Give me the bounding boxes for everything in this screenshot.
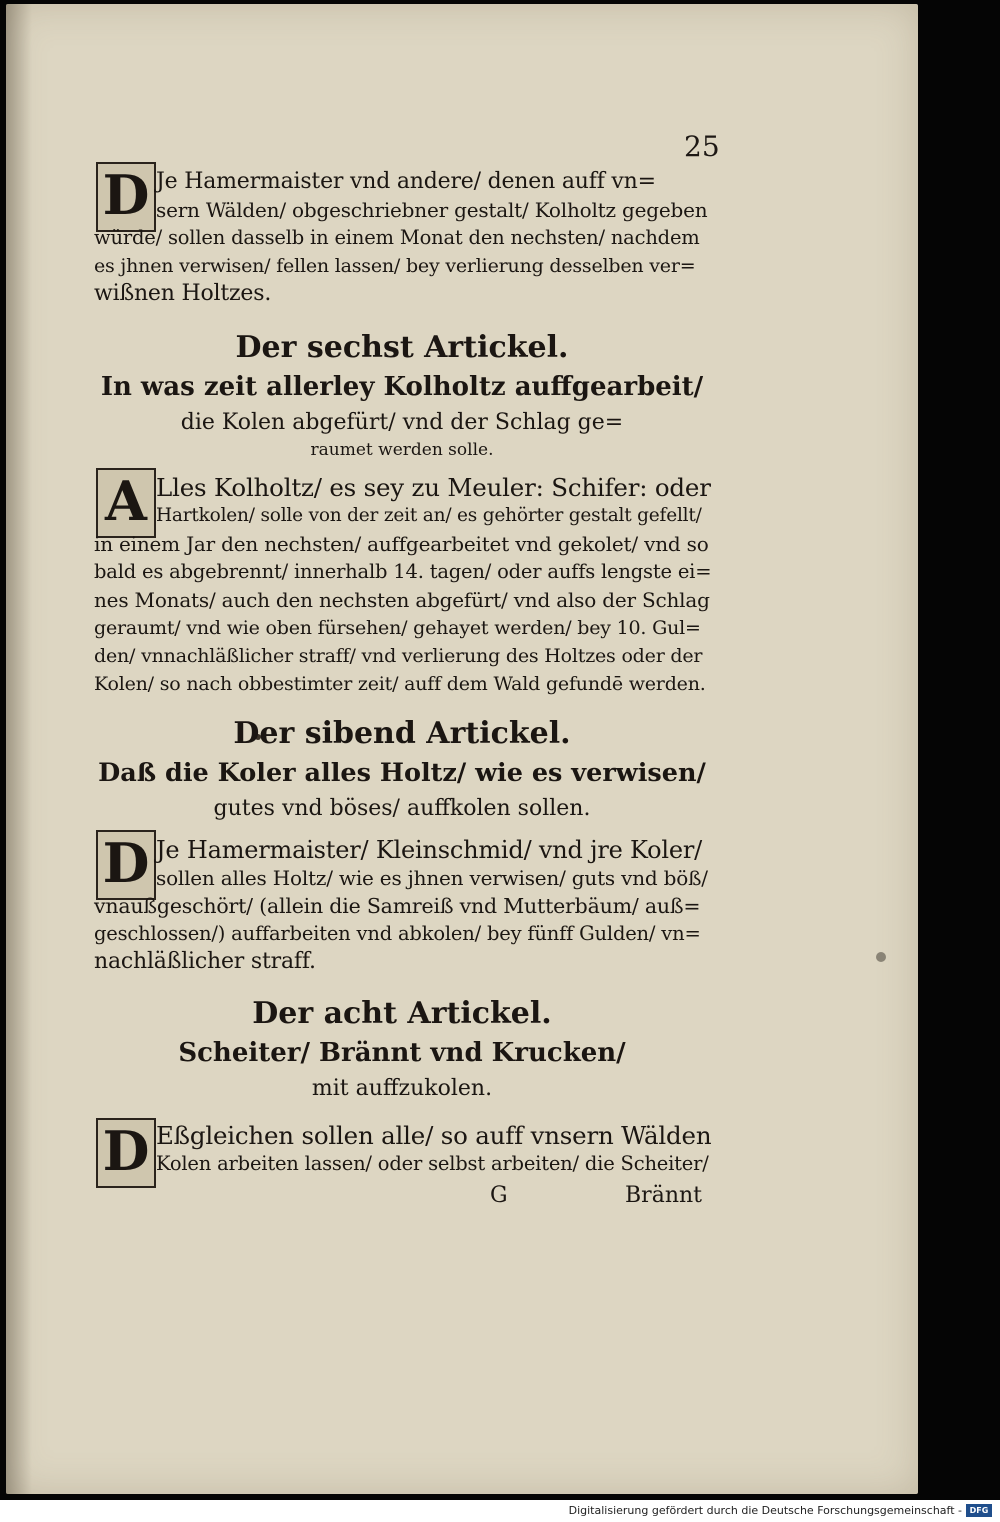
digitization-credit: Digitalisierung gefördert durch die Deutsche Forschungsgemeinschaft - — [568, 1504, 962, 1517]
decorated-initial: A — [96, 468, 156, 538]
paragraph-2 — [94, 474, 710, 698]
text-line: würde/ sollen dasselb in einem Monat den nechsten/ nachdem — [94, 226, 700, 249]
text-line: geschlossen/) auffarbeiten vnd abkolen/ bey fünff Gulden/ vn= — [94, 922, 701, 945]
text-line: es jhnen verwisen/ fellen lassen/ bey verlierung desselben ver= — [94, 255, 696, 277]
article-subtitle: raumet werden solle. — [310, 440, 494, 460]
article-title: Der sechst Artickel. — [235, 330, 569, 365]
text-line: sollen alles Holtz/ wie es jhnen verwisen/ guts vnd böß/ — [156, 866, 708, 890]
text-line: nachläßlicher straff. — [94, 949, 316, 974]
text-line: Je Hamermaister vnd andere/ denen auff vn= — [156, 169, 656, 194]
article-subtitle: gutes vnd böses/ auffkolen sollen. — [213, 796, 591, 821]
text-line: Eßgleichen sollen alle/ so auff vnsern Wälden — [156, 1121, 712, 1150]
article-subtitle: Scheiter/ Brännt vnd Krucken/ — [178, 1038, 626, 1068]
paragraph-3 — [94, 836, 710, 976]
paragraph-1 — [94, 168, 710, 308]
article-subtitle: die Kolen abgefürt/ vnd der Schlag ge= — [180, 410, 624, 435]
article-subtitle: In was zeit allerley Kolholtz auffgearbeit/ — [100, 372, 704, 402]
text-line: vnaußgeschört/ (allein die Samreiß vnd Mutterbäum/ auß= — [94, 894, 701, 918]
article-title: Der acht Artickel. — [252, 996, 552, 1031]
article-subtitle: Daß die Koler alles Holtz/ wie es verwisen/ — [98, 758, 706, 788]
dfg-logo: DFG — [966, 1504, 992, 1517]
text-line: Lles Kolholtz/ es sey zu Meuler: Schifer: oder — [156, 473, 711, 502]
text-line: bald es abgebrennt/ innerhalb 14. tagen/ oder auffs lengste ei= — [94, 560, 712, 583]
paragraph-4 — [94, 1122, 710, 1178]
paper-blemish — [876, 952, 886, 962]
text-line: Kolen arbeiten lassen/ oder selbst arbeiten/ die Scheiter/ — [156, 1152, 709, 1175]
spine-shadow — [6, 4, 32, 1494]
text-line: in einem Jar den nechsten/ auffgearbeitet vnd gekolet/ vnd so — [94, 532, 709, 556]
signature-mark: G — [490, 1183, 508, 1208]
text-line: nes Monats/ auch den nechsten abgefürt/ vnd also der Schlag — [94, 588, 710, 612]
text-line: geraumt/ vnd wie oben fürsehen/ gehayet werden/ bey 10. Gul= — [94, 617, 701, 639]
text-line: sern Wälden/ obgeschriebner gestalt/ Kolholtz gegeben — [156, 198, 708, 222]
decorated-initial: D — [96, 830, 156, 900]
article-subtitle: mit auffzukolen. — [311, 1076, 493, 1101]
page-number: 25 — [684, 130, 720, 163]
decorated-initial: D — [96, 162, 156, 232]
article-title: Der sibend Artickel. — [233, 716, 571, 751]
decorated-initial: D — [96, 1118, 156, 1188]
footer-bar — [0, 1500, 1000, 1522]
text-line: Je Hamermaister/ Kleinschmid/ vnd jre Koler/ — [156, 836, 703, 864]
text-line: den/ vnnachläßlicher straff/ vnd verlierung des Holtzes oder der — [94, 645, 703, 667]
text-line: wißnen Holtzes. — [94, 281, 272, 306]
text-line: Hartkolen/ solle von der zeit an/ es gehörter gestalt gefellt/ — [156, 505, 702, 526]
catchword: Brännt — [625, 1183, 702, 1208]
text-line: Kolen/ so nach obbestimter zeit/ auff dem Wald gefundē werden. — [94, 673, 706, 695]
